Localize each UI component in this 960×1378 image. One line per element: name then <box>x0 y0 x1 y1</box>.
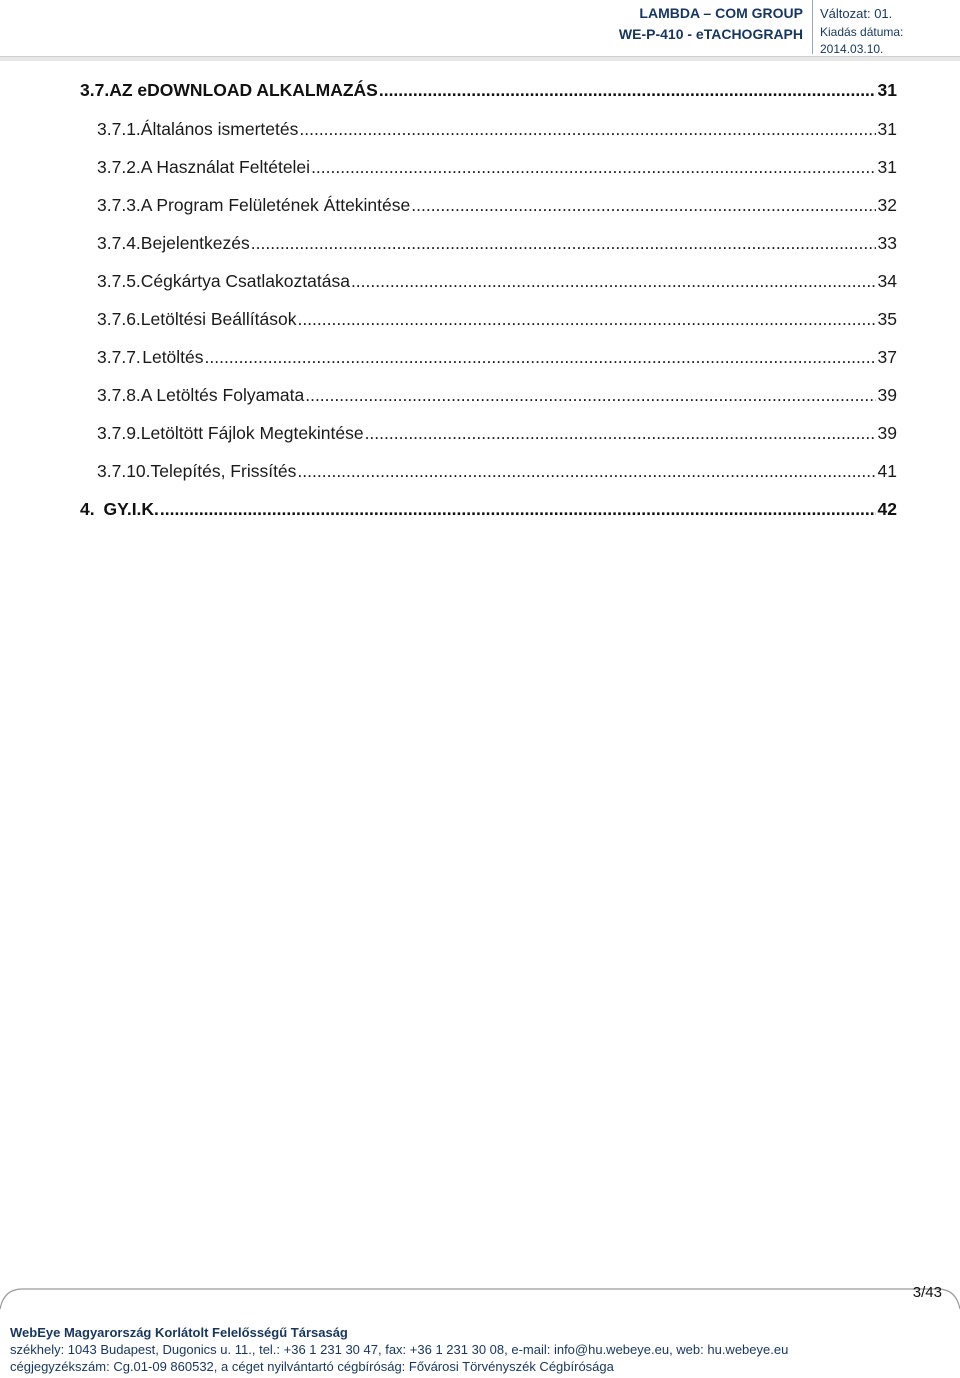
toc-leader-dots <box>379 80 876 101</box>
toc-leader-dots <box>351 271 876 292</box>
toc-leader-dots <box>205 347 876 368</box>
toc-entry[interactable] <box>97 271 897 295</box>
toc-entry-title: Telepítés, Frissítés <box>150 461 297 481</box>
toc-entry-number: 3.7.8. <box>97 385 141 405</box>
toc-entry[interactable] <box>97 119 897 143</box>
toc-entry-page: 34 <box>877 271 897 291</box>
toc-leader-dots <box>365 423 876 444</box>
toc-entry[interactable] <box>97 195 897 219</box>
toc-entry-title: A Program Felületének Áttekintése <box>140 195 411 215</box>
toc-entry-title: Bejelentkezés <box>140 233 250 253</box>
toc-entry[interactable] <box>80 80 897 104</box>
toc-entry-title: Letöltési Beállítások <box>140 309 297 329</box>
toc-leader-dots <box>297 461 876 482</box>
toc-leader-dots <box>411 195 876 216</box>
toc-entry[interactable] <box>97 461 897 485</box>
footer-company: WebEye Magyarország Korlátolt Felelősségű Társaság <box>10 1325 348 1340</box>
toc-entry[interactable] <box>97 309 897 333</box>
footer-border-line <box>0 1281 960 1311</box>
toc-entry-number: 3.7.4. <box>97 233 141 253</box>
toc-entry-title: Letöltés <box>142 347 204 367</box>
header-meta <box>820 3 955 58</box>
toc-leader-dots <box>311 157 876 178</box>
toc-entry-number: 3.7.6. <box>97 309 141 329</box>
toc-leader-dots <box>305 385 876 406</box>
toc-entry-number: 3.7.7. <box>97 347 141 367</box>
footer-registry: cégjegyzékszám: Cg.01-09 860532, a céget nyilvántartó cégbíróság: Fővárosi Törvényszék Cégbírósága <box>10 1359 614 1374</box>
toc-entry-title: AZ eDOWNLOAD ALKALMAZÁS <box>109 80 378 100</box>
toc-entry-number: 3.7.5. <box>97 271 141 291</box>
document-footer <box>10 1324 955 1375</box>
toc-entry-page: 31 <box>877 119 897 139</box>
toc-entry-page: 42 <box>877 499 897 519</box>
toc-entry-number: 4. <box>80 499 95 519</box>
header-company: LAMBDA – COM GROUP <box>639 5 803 21</box>
toc-entry-page: 32 <box>877 195 897 215</box>
toc-entry-number: 3.7. <box>80 80 110 100</box>
toc-entry-number: 3.7.2. <box>97 157 141 177</box>
toc-entry[interactable] <box>97 157 897 181</box>
header-version: Változat: 01. <box>820 6 893 21</box>
toc-entry-number: 3.7.1. <box>97 119 141 139</box>
toc-entry-title: Általános ismertetés <box>140 119 299 139</box>
toc-entry-page: 41 <box>877 461 897 481</box>
toc-entry[interactable] <box>97 423 897 447</box>
header-issue-label: Kiadás dátuma: <box>820 25 904 39</box>
toc-entry-title: GY.I.K. <box>103 499 159 519</box>
toc-entry-page: 31 <box>877 80 897 100</box>
toc-entry-number: 3.7.3. <box>97 195 141 215</box>
toc-entry-page: 31 <box>877 157 897 177</box>
document-header <box>503 3 803 45</box>
toc-leader-dots <box>299 119 876 140</box>
toc-entry-number: 3.7.9. <box>97 423 141 443</box>
toc-leader-dots <box>160 499 876 520</box>
header-divider <box>812 0 813 54</box>
toc-entry-page: 39 <box>877 385 897 405</box>
toc-entry[interactable] <box>80 499 897 523</box>
toc-entry[interactable] <box>97 347 897 371</box>
toc-entry-title: A Letöltés Folyamata <box>140 385 305 405</box>
toc-entry-title: Cégkártya Csatlakoztatása <box>140 271 350 291</box>
header-issue-date: 2014.03.10. <box>820 42 884 56</box>
toc-entry-title: Letöltött Fájlok Megtekintése <box>140 423 364 443</box>
toc-leader-dots <box>251 233 876 254</box>
page-number: 3/43 <box>912 1284 942 1301</box>
toc-entry-page: 35 <box>877 309 897 329</box>
toc-entry[interactable] <box>97 385 897 409</box>
header-product: WE-P-410 - eTACHOGRAPH <box>618 26 803 42</box>
header-rule <box>0 56 960 61</box>
toc-entry-number: 3.7.10. <box>97 461 151 481</box>
footer-address: székhely: 1043 Budapest, Dugonics u. 11., tel.: +36 1 231 30 47, fax: +36 1 231 30 08, e-mail: info@hu.webeye.eu, web: hu.webeye.eu <box>10 1342 789 1357</box>
toc-leader-dots <box>297 309 876 330</box>
toc-entry-title: A Használat Feltételei <box>140 157 311 177</box>
toc-entry-page: 39 <box>877 423 897 443</box>
toc-entry-page: 37 <box>877 347 897 367</box>
toc-entry-page: 33 <box>877 233 897 253</box>
toc-entry[interactable] <box>97 233 897 257</box>
